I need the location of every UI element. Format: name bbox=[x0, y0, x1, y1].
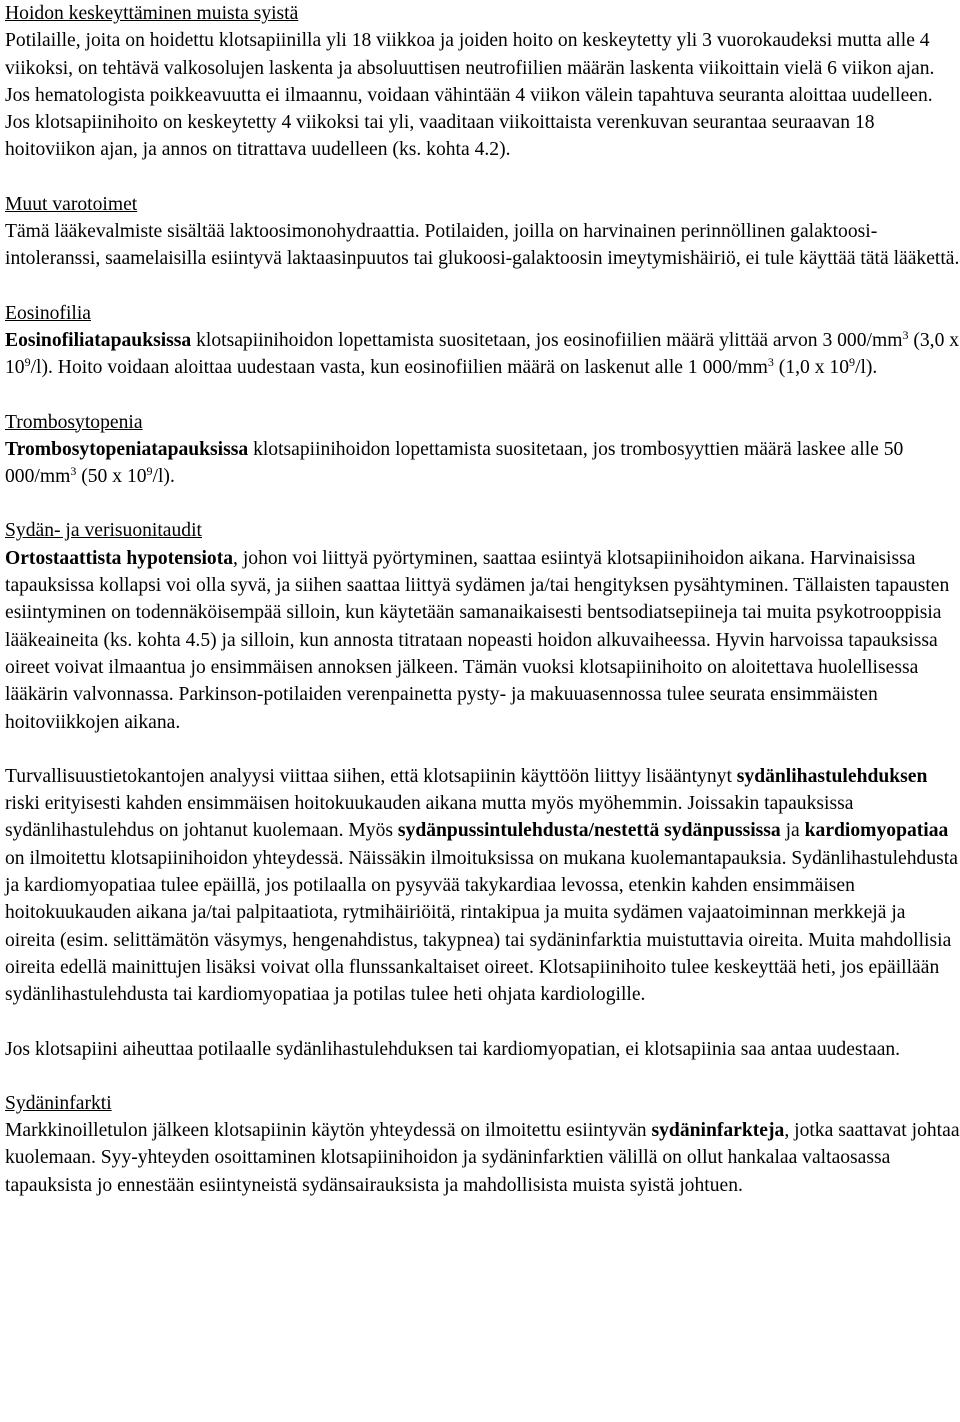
section-heading: Muut varotoimet bbox=[5, 193, 138, 215]
text-run: (1,0 x 10 bbox=[773, 357, 849, 379]
bold-term: Ortostaattista hypotensiota bbox=[5, 547, 234, 569]
text-run: (50 x 10 bbox=[76, 466, 147, 488]
paragraph bbox=[5, 763, 960, 1009]
bold-term: Trombosytopeniatapauksissa bbox=[5, 438, 249, 460]
paragraph: Potilaille, joita on hoidettu klotsapiinilla yli 18 viikkoa ja joiden hoito on keskeytetty yli 3 vuorokaudeksi mutta alle 4 viikoksi, on tehtävä valkosolujen laskenta ja absoluuttisen neutrofiilien määrän laskenta viikoittain vielä 6 viikon ajan. Jos hematologista poikkeavuutta ei ilmaannu, voidaan vähintään 4 viikon välein tapahtuva seuranta aloittaa uudelleen. Jos klotsapiinihoito on keskeytetty 4 viikoksi tai yli, vaaditaan viikoittaista verenkuvan seurantaa seuraavan 18 hoitoviikon ajan, ja annos on titrattava uudelleen (ks. kohta 4.2). bbox=[5, 30, 935, 161]
bold-term: sydänlihastulehduksen bbox=[736, 765, 928, 787]
section-heading: Trombosytopenia bbox=[5, 411, 143, 433]
text-run: (3,0 x 10 bbox=[5, 329, 960, 379]
section-rechallenge bbox=[5, 1036, 960, 1063]
superscript: 3 bbox=[767, 355, 774, 370]
bold-term: sydäninfarkteja bbox=[651, 1120, 785, 1142]
text-run: klotsapiinihoidon lopettamista suositetaan, jos trombosyyttien määrä laskee alle 50 000/mm bbox=[5, 438, 904, 488]
text-run: /l). bbox=[855, 357, 878, 379]
bold-term: sydänpussintulehdusta/nestettä sydänpussissa bbox=[397, 820, 781, 842]
bold-term: Eosinofiliatapauksissa bbox=[5, 329, 192, 351]
text-run: /l). bbox=[152, 466, 175, 488]
text-run: klotsapiinihoidon lopettamista suositetaan, jos eosinofiilien määrä ylittää arvon 3 000/mm bbox=[191, 329, 903, 351]
text-run: on ilmoitettu klotsapiinihoidon yhteydessä. Näissäkin ilmoituksissa on mukana kuolemantapauksia. Sydänlihastulehdusta ja kardiomyopatiaa tulee epäillä, jos potilaalla on pysyvää takykardiaa levossa, etenkin kahden ensimmäisen hoitokuukauden aikana ja/tai palpitaatiota, rytmihäiriöitä, rintakipua ja muita sydämen vajaatoiminnan merkkejä ja oireita (esim. selittämätön väsymys, hengenahdistus, takypnea) tai sydäninfarktia muistuttavia oireita. Muita mahdollisia oireita edellä mainittujen lisäksi voivat olla flunssankaltaiset oireet. Klotsapiinihoito tulee keskeyttää heti, jos epäillään sydänlihastulehdusta tai kardiomyopatiaa ja potilas tulee heti ohjata kardiologille. bbox=[5, 847, 958, 1006]
section-eosinophilia bbox=[5, 300, 960, 382]
superscript: 3 bbox=[70, 464, 77, 479]
superscript: 9 bbox=[24, 355, 31, 370]
superscript: 3 bbox=[902, 327, 909, 342]
section-treatment-interruption bbox=[5, 0, 960, 164]
superscript: 9 bbox=[849, 355, 855, 370]
superscript: 9 bbox=[146, 464, 153, 479]
section-heading: Sydän- ja verisuonitaudit bbox=[5, 520, 202, 542]
bold-term: kardiomyopatiaa bbox=[804, 820, 949, 842]
paragraph: Jos klotsapiini aiheuttaa potilaalle sydänlihastulehduksen tai kardiomyopatian, ei klotsapiinia saa antaa uudestaan. bbox=[5, 1038, 901, 1060]
section-heading: Sydäninfarkti bbox=[5, 1092, 112, 1114]
text-run: Turvallisuustietokantojen analyysi viittaa siihen, että klotsapiinin käyttöön liittyy lisääntynyt bbox=[5, 765, 737, 787]
text-run: , johon voi liittyä pyörtyminen, saattaa esiintyä klotsapiinihoidon aikana. Harvinaisissa tapauksissa kollapsi voi olla syvä, ja siihen saattaa liittyä sydämen ja/tai hengityksen pysähtyminen. Tällaisten tapausten esiintyminen on todennäköisempää silloin, kun käytetään samanaikaisesti bentsodiatsepiineja tai muita psykotrooppisia lääkeaineita (ks. kohta 4.5) ja silloin, kun annosta titrataan nopeasti hoidon alkuvaiheessa. Hyvin harvoissa tapauksissa oireet voivat ilmaantua jo ensimmäisen annoksen jälkeen. Tämän vuoksi klotsapiinihoito on aloitettava huolellisessa lääkärin valvonnassa. Parkinson-potilaiden verenpainetta pysty- ja makuuasennossa tulee seurata ensimmäisten hoitoviikkojen aikana. bbox=[5, 547, 950, 733]
section-myocardial-infarction bbox=[5, 1090, 960, 1199]
text-run: riski erityisesti kahden ensimmäisen hoitokuukauden aikana mutta myös myöhemmin. Joissakin tapauksissa sydänlihastulehdus on johtanut kuolemaan. Myös bbox=[5, 793, 854, 842]
text-run: ja bbox=[780, 820, 805, 842]
section-myocarditis bbox=[5, 763, 960, 1009]
section-heading: Hoidon keskeyttäminen muista syistä bbox=[5, 3, 299, 24]
section-thrombocytopenia bbox=[5, 409, 960, 491]
paragraph: Tämä lääkevalmiste sisältää laktoosimonohydraattia. Potilaiden, joilla on harvinainen perinnöllinen galaktoosi-intoleranssi, saamelaisilla esiintyvä laktaasinpuutos tai glukoosi-galaktoosin imeytymishäiriö, ei tule käyttää tätä lääkettä. bbox=[5, 221, 960, 270]
text-run: Markkinoilletulon jälkeen klotsapiinin käytön yhteydessä on ilmoitettu esiintyvän bbox=[5, 1120, 652, 1142]
text-run: , jotka saattavat johtaa kuolemaan. Syy-yhteyden osoittaminen klotsapiinihoidon ja sydäninfarktien välillä on ollut hankalaa valtaosassa tapauksista jo ennestään esiintyneistä sydänsairauksista ja mahdollisista muista syistä johtuen. bbox=[5, 1120, 960, 1196]
paragraph bbox=[5, 436, 960, 491]
paragraph bbox=[5, 1117, 960, 1199]
section-heading: Eosinofilia bbox=[5, 302, 91, 324]
section-cardiovascular bbox=[5, 517, 960, 735]
section-other-precautions bbox=[5, 191, 960, 273]
text-run: /l). Hoito voidaan aloittaa uudestaan vasta, kun eosinofiilien määrä on laskenut alle 1 000/mm bbox=[30, 357, 768, 379]
paragraph bbox=[5, 545, 960, 736]
paragraph bbox=[5, 327, 960, 382]
